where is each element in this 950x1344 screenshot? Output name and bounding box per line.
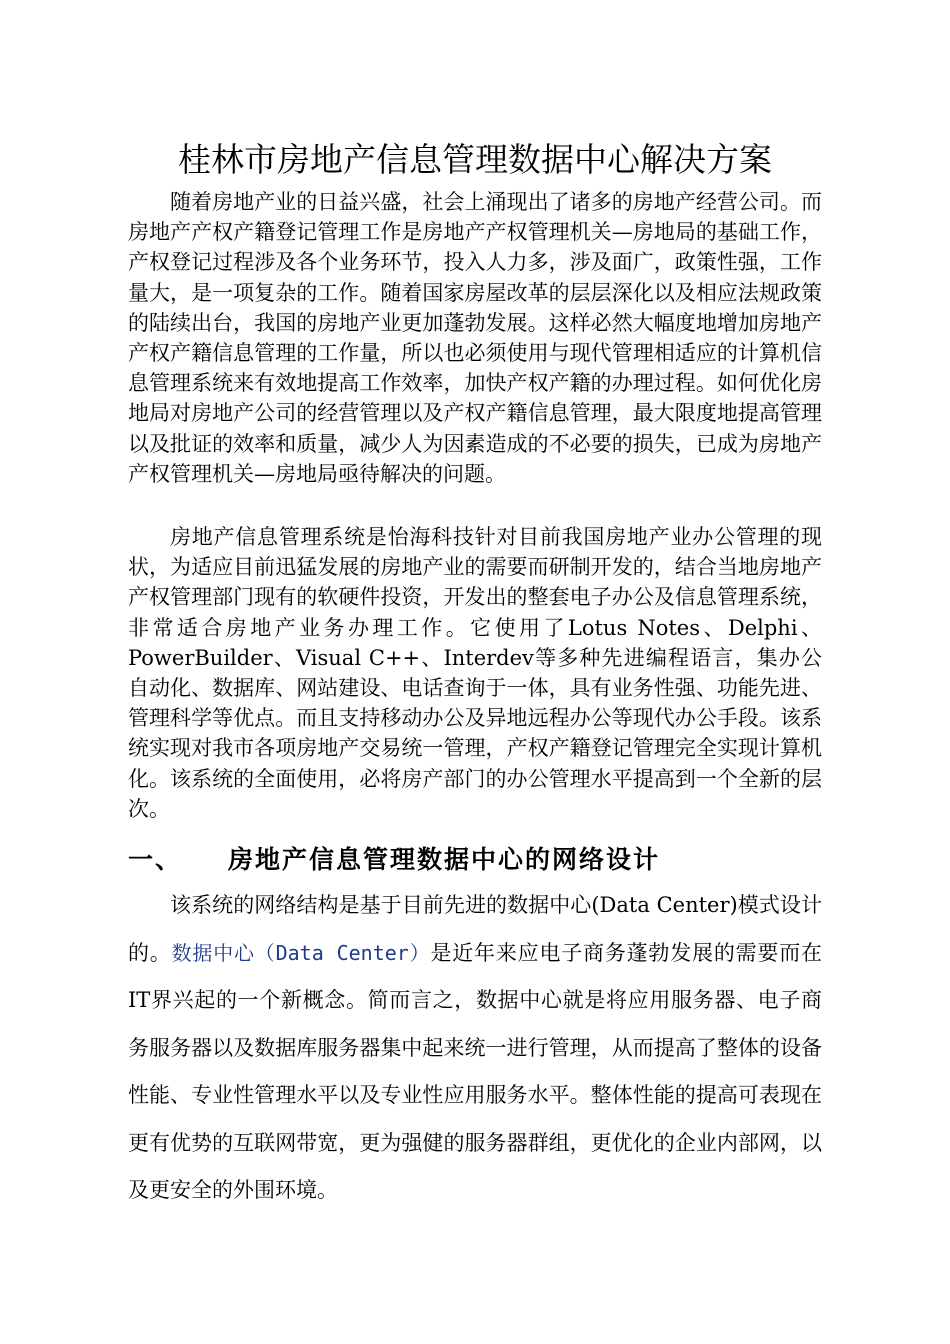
intro-section-2	[128, 522, 822, 824]
data-center-link[interactable]: 数据中心（Data Center）	[171, 940, 431, 965]
section-1-number: 一、	[128, 845, 183, 874]
section-1-title: 房地产信息管理数据中心的网络设计	[228, 845, 661, 874]
intro-section	[128, 187, 822, 489]
intro-paragraph-1: 随着房地产业的日益兴盛，社会上涌现出了诸多的房地产经营公司。而房地产产权产籍登记管理工作是房地产产权管理机关—房地局的基础工作，产权登记过程涉及各个业务环节，投入人力多，涉及面广，政策性强，工作量大，是一项复杂的工作。随着国家房屋改革的层层深化以及相应法规政策的陆续出台，我国的房地产业更加蓬勃发展。这样必然大幅度地增加房地产产权产籍信息管理的工作量，所以也必须使用与现代管理相适应的计算机信息管理系统来有效地提高工作效率，加快产权产籍的办理过程。如何优化房地局对房地产公司的经营管理以及产权产籍信息管理，最大限度地提高管理以及批证的效率和质量，减少人为因素造成的不必要的损失，已成为房地产产权管理机关—房地局亟待解决的问题。	[128, 190, 822, 486]
section-1-paragraph-1	[128, 882, 822, 1215]
section-1-body	[128, 882, 822, 1215]
section-1-text-before-link: 该系统的网络结构是基于目前先进的数据中心(Data Center)模式设计的。	[128, 893, 822, 965]
intro-paragraph-2: 房地产信息管理系统是怡海科技针对目前我国房地产业办公管理的现状，为适应目前迅猛发展的房地产业的需要而研制开发的，结合当地房地产产权管理部门现有的软硬件投资，开发出的整套电子办公及信息管理系统，非常适合房地产业务办理工作。它使用了Lotus Notes、Delphi、PowerBuilder、Visual C++、Interdev等多种先进编程语言，集办公自动化、数据库、网站建设、电话查询于一体，具有业务性强、功能先进、管理科学等优点。而且支持移动办公及异地远程办公等现代办公手段。该系统实现对我市各项房地产交易统一管理，产权产籍登记管理完全实现计算机化。该系统的全面使用，必将房产部门的办公管理水平提高到一个全新的层次。	[128, 525, 822, 821]
section-1-text-after-link: 是近年来应电子商务蓬勃发展的需要而在IT界兴起的一个新概念。简而言之，数据中心就是将应用服务器、电子商务服务器以及数据库服务器集中起来统一进行管理，从而提高了整体的设备性能、专业性管理水平以及专业性应用服务水平。整体性能的提高可表现在更有优势的互联网带宽，更为强健的服务器群组，更优化的企业内部网，以及更安全的外围环境。	[128, 940, 823, 1202]
section-1-heading	[128, 838, 822, 882]
document-title: 桂林市房地产信息管理数据中心解决方案	[178, 140, 772, 179]
